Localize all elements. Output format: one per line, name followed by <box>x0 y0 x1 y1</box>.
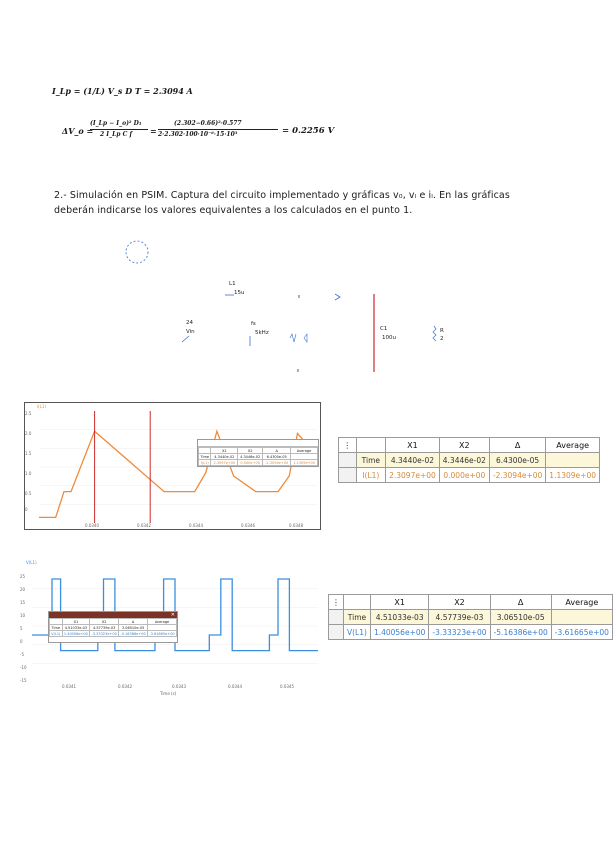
cursor-table-1 <box>338 437 600 483</box>
plot2-y-tick: 5 <box>20 626 23 631</box>
cell-val-x2: 0.000e+00 <box>439 468 489 483</box>
cell-val-average: -3.61665e+00 <box>551 625 612 640</box>
mini-cell: 4.57739e-03 <box>90 625 119 631</box>
mini-cursor-table <box>49 618 177 637</box>
plot1-y-tick: 2.5 <box>25 411 32 416</box>
plot1-x-tick: 0.0342 <box>137 523 151 528</box>
cap-value: 100u <box>382 335 396 341</box>
equation-dvo-mid-den: 2·2.302·100·10⁻⁶·15·10³ <box>158 131 238 138</box>
mini-cell: Time <box>51 625 61 630</box>
col-header-x1: X1 <box>386 438 440 453</box>
equation-dvo-den: 2 I_Lp C f <box>100 131 133 138</box>
cap-label: C1 <box>380 326 388 332</box>
equation-delta-vo <box>62 120 382 142</box>
mini-header: Average <box>291 448 318 454</box>
equals-sign: = <box>150 126 157 136</box>
freq-value: 5kHz <box>255 330 269 336</box>
load-label: R <box>440 328 444 334</box>
mini-cell: 2.3097e+00 <box>211 460 238 466</box>
plot1-y-axis <box>25 411 37 519</box>
plot2-x-label: Time (s) <box>160 691 177 696</box>
mini-header: Δ <box>119 619 148 625</box>
mini-cell: -2.3094e+00 <box>263 460 291 466</box>
table-drag-handle[interactable]: ⋮ <box>339 438 357 453</box>
row-label-signal: V(L1) <box>344 625 371 640</box>
mini-cell: 6.4300e-05 <box>263 454 291 460</box>
col-header-average: Average <box>551 595 612 610</box>
plot1-x-tick: 0.0340 <box>85 523 99 528</box>
cell-time-delta: 6.4300e-05 <box>489 453 545 468</box>
mini-cell: V(L1) <box>51 631 61 636</box>
mini-header: Δ <box>263 448 291 454</box>
mini-cell: 0.000e+00 <box>238 460 263 466</box>
cell-val-x2: -3.33323e+00 <box>429 625 490 640</box>
col-header-delta: Δ <box>489 438 545 453</box>
plot1-x-tick: 0.0346 <box>241 523 255 528</box>
plot2-y-tick: 10 <box>20 613 26 618</box>
section-heading-line2: deberán indicarse los valores equivalentes a los calculados en el punto 1. <box>54 205 413 216</box>
plot2-y-tick: -15 <box>20 678 27 683</box>
inductor-label: L1 <box>229 281 236 287</box>
cell-val-x1: 1.40056e+00 <box>370 625 428 640</box>
fraction-bar <box>158 129 278 130</box>
plot2-y-tick: 25 <box>20 574 26 579</box>
plot-inductor-current[interactable] <box>24 402 321 530</box>
mini-header: X1 <box>211 448 238 454</box>
circuit-drawing <box>110 232 490 382</box>
cell-time-x2: 4.3446e-02 <box>439 453 489 468</box>
plot-inductor-voltage[interactable] <box>20 560 320 700</box>
mini-cell: 1.1309e+00 <box>291 460 318 466</box>
col-header-x2: X2 <box>429 595 490 610</box>
plot1-x-tick: 0.0348 <box>289 523 303 528</box>
row-label-time: Time <box>344 610 371 625</box>
section-heading <box>54 188 554 218</box>
mini-panel-titlebar[interactable] <box>198 440 318 447</box>
fraction-bar <box>90 129 148 130</box>
mini-cell: 1.40056e+00 <box>63 631 88 636</box>
mini-cell: Time <box>200 454 210 459</box>
equation-dvo-mid-num: (2.302−0.66)²·0.577 <box>174 120 242 127</box>
row-label-time: Time <box>356 453 386 468</box>
equation-dvo-result: = 0.2256 V <box>282 126 335 136</box>
plot2-y-tick: 0 <box>20 639 23 644</box>
mini-cursor-table <box>198 447 318 466</box>
freq-label: fs <box>251 321 256 327</box>
mini-header: Average <box>148 619 177 625</box>
col-header-x2: X2 <box>439 438 489 453</box>
plot2-x-tick: 0.0341 <box>62 684 76 689</box>
source-unit: Vin <box>186 329 195 335</box>
mini-cell: 4.3446e-02 <box>238 454 263 460</box>
plot2-y-label: V(L1) <box>26 560 37 565</box>
mini-cell: -3.33323e+00 <box>91 631 117 636</box>
equation-ilp: I_Lp = (1/L) V_s D T = 2.3094 A <box>52 86 193 96</box>
col-header-average: Average <box>546 438 600 453</box>
cursor-table-2 <box>328 594 613 640</box>
inductor-value: 15u <box>234 290 245 296</box>
plot2-x-tick: 0.0344 <box>228 684 242 689</box>
plot1-y-label: I(L1) <box>37 404 47 409</box>
plot1-floating-cursor-panel[interactable] <box>197 439 319 467</box>
close-icon[interactable]: ✕ <box>170 612 175 618</box>
mini-header: X2 <box>90 619 119 625</box>
cell-time-x1: 4.3440e-02 <box>386 453 440 468</box>
mini-cell: -3.61665e+00 <box>149 631 175 636</box>
plot1-y-tick: 0.5 <box>25 491 32 496</box>
plot1-y-tick: 2.0 <box>25 431 32 436</box>
cursor-values-table <box>328 594 613 640</box>
cursor-values-table <box>338 437 600 483</box>
plot2-y-tick: -5 <box>20 652 24 657</box>
cell-val-delta: -5.16386e+00 <box>490 625 551 640</box>
equation-dvo-num: (I_Lp − I_o)² D₁ <box>90 120 142 127</box>
load-value: 2 <box>440 336 444 342</box>
mini-cell: I(L1) <box>199 460 211 466</box>
mini-header: X2 <box>238 448 263 454</box>
plot1-y-tick: 1.0 <box>25 471 32 476</box>
plot1-canvas[interactable] <box>39 411 317 523</box>
mini-cell: 3.06510e-05 <box>119 625 148 631</box>
plot1-y-tick: 1.5 <box>25 451 32 456</box>
cell-val-x1: 2.3097e+00 <box>386 468 440 483</box>
col-header-delta: Δ <box>490 595 551 610</box>
plot2-x-tick: 0.0342 <box>118 684 132 689</box>
plot2-y-axis <box>20 574 32 694</box>
section-heading-line1: 2.- Simulación en PSIM. Captura del circuito implementado y gráficas v₀, vₗ e iₗ. En las gráficas <box>54 190 510 201</box>
mini-cell: 4.51033e-03 <box>62 625 90 631</box>
col-header-x1: X1 <box>370 595 428 610</box>
plot2-y-tick: 20 <box>20 587 26 592</box>
plot2-y-tick: -10 <box>20 665 27 670</box>
row-label-signal: I(L1) <box>356 468 386 483</box>
cell-time-delta: 3.06510e-05 <box>490 610 551 625</box>
table-drag-handle[interactable]: ⋮ <box>329 595 344 610</box>
plot2-x-tick: 0.0343 <box>172 684 186 689</box>
plot1-y-tick: 0 <box>25 507 28 512</box>
cell-time-x2: 4.57739e-03 <box>429 610 490 625</box>
plot2-floating-cursor-panel[interactable] <box>48 611 178 643</box>
plot1-x-tick: 0.0344 <box>189 523 203 528</box>
equation-dvo-lhs: ΔV_o = <box>62 126 94 136</box>
mini-header: X1 <box>62 619 90 625</box>
mini-cell: 4.3440e-02 <box>211 454 238 460</box>
plot2-x-tick: 0.0345 <box>280 684 294 689</box>
source-value: 24 <box>186 320 193 326</box>
mini-cell: -5.16386e+00 <box>120 631 146 636</box>
cell-time-x1: 4.51033e-03 <box>370 610 428 625</box>
plot2-y-tick: 15 <box>20 600 26 605</box>
cell-val-average: 1.1309e+00 <box>546 468 600 483</box>
circuit-schematic <box>110 232 490 382</box>
cell-val-delta: -2.3094e+00 <box>489 468 545 483</box>
